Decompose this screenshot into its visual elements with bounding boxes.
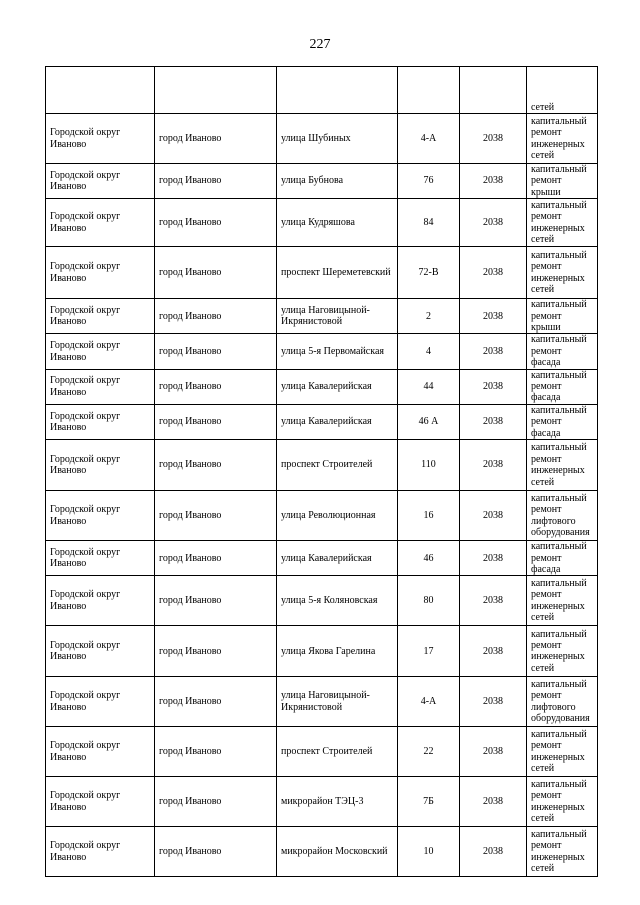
house-cell: 2 <box>398 299 460 334</box>
year-cell: 2038 <box>460 334 527 369</box>
work-type-cell: капитальный ремонт инженерных сетей <box>527 626 598 677</box>
year-cell: 2038 <box>460 491 527 541</box>
year-cell: 2038 <box>460 299 527 334</box>
table-row <box>46 491 598 541</box>
city-cell: город Иваново <box>155 334 277 369</box>
house-cell <box>398 67 460 114</box>
work-type-cell: капитальный ремонт фасада <box>527 541 598 576</box>
street-cell: улица Кавалерийская <box>277 541 398 576</box>
year-cell: 2038 <box>460 369 527 404</box>
street-cell: улица Кавалерийская <box>277 369 398 404</box>
street-cell: улица Шубиных <box>277 114 398 164</box>
city-cell: город Иваново <box>155 576 277 626</box>
work-type-cell: капитальный ремонт инженерных сетей <box>527 777 598 827</box>
house-cell: 80 <box>398 576 460 626</box>
district-cell: Городской округ Иваново <box>46 114 155 164</box>
city-cell: город Иваново <box>155 164 277 199</box>
street-cell: улица 5-я Первомайская <box>277 334 398 369</box>
table-row <box>46 576 598 626</box>
district-cell: Городской округ Иваново <box>46 164 155 199</box>
house-cell: 72-В <box>398 247 460 299</box>
work-type-cell: капитальный ремонт лифтового оборудования <box>527 677 598 727</box>
year-cell: 2038 <box>460 777 527 827</box>
street-cell: улица Наговицыной-Икрянистовой <box>277 677 398 727</box>
work-type-cell: капитальный ремонт фасада <box>527 369 598 404</box>
work-type-cell: капитальный ремонт крыши <box>527 164 598 199</box>
street-cell: улица Кудряшова <box>277 199 398 247</box>
city-cell: город Иваново <box>155 404 277 439</box>
street-cell: улица Якова Гарелина <box>277 626 398 677</box>
city-cell: город Иваново <box>155 440 277 491</box>
district-cell: Городской округ Иваново <box>46 334 155 369</box>
table-row <box>46 247 598 299</box>
work-type-cell: сетей <box>527 67 598 114</box>
district-cell: Городской округ Иваново <box>46 440 155 491</box>
house-cell: 10 <box>398 827 460 877</box>
year-cell: 2038 <box>460 199 527 247</box>
work-type-cell: капитальный ремонт инженерных сетей <box>527 727 598 777</box>
table-row <box>46 404 598 439</box>
year-cell: 2038 <box>460 677 527 727</box>
city-cell: город Иваново <box>155 299 277 334</box>
street-cell: микрорайон Московский <box>277 827 398 877</box>
district-cell: Городской округ Иваново <box>46 777 155 827</box>
house-cell: 4-А <box>398 677 460 727</box>
house-cell: 17 <box>398 626 460 677</box>
work-type-cell: капитальный ремонт фасада <box>527 334 598 369</box>
street-cell: улица Наговицыной-Икрянистовой <box>277 299 398 334</box>
city-cell: город Иваново <box>155 827 277 877</box>
work-type-cell: капитальный ремонт крыши <box>527 299 598 334</box>
district-cell: Городской округ Иваново <box>46 247 155 299</box>
house-cell: 76 <box>398 164 460 199</box>
city-cell: город Иваново <box>155 727 277 777</box>
house-cell: 84 <box>398 199 460 247</box>
district-cell: Городской округ Иваново <box>46 199 155 247</box>
street-cell: проспект Строителей <box>277 727 398 777</box>
city-cell: город Иваново <box>155 626 277 677</box>
city-cell <box>155 67 277 114</box>
year-cell: 2038 <box>460 404 527 439</box>
city-cell: город Иваново <box>155 199 277 247</box>
year-cell: 2038 <box>460 727 527 777</box>
work-type-cell: капитальный ремонт инженерных сетей <box>527 114 598 164</box>
table-row <box>46 827 598 877</box>
city-cell: город Иваново <box>155 677 277 727</box>
house-cell: 4-А <box>398 114 460 164</box>
table-row <box>46 440 598 491</box>
work-type-cell: капитальный ремонт инженерных сетей <box>527 576 598 626</box>
district-cell: Городской округ Иваново <box>46 827 155 877</box>
table-row <box>46 334 598 369</box>
house-cell: 7Б <box>398 777 460 827</box>
street-cell: улица 5-я Коляновская <box>277 576 398 626</box>
year-cell: 2038 <box>460 541 527 576</box>
table-row <box>46 541 598 576</box>
work-type-cell: капитальный ремонт фасада <box>527 404 598 439</box>
year-cell: 2038 <box>460 576 527 626</box>
house-cell: 110 <box>398 440 460 491</box>
city-cell: город Иваново <box>155 491 277 541</box>
table-row <box>46 626 598 677</box>
street-cell: микрорайон ТЭЦ-3 <box>277 777 398 827</box>
work-type-cell: капитальный ремонт инженерных сетей <box>527 440 598 491</box>
year-cell <box>460 67 527 114</box>
page-number: 227 <box>309 37 331 52</box>
city-cell: город Иваново <box>155 777 277 827</box>
street-cell: проспект Шереметевский <box>277 247 398 299</box>
year-cell: 2038 <box>460 626 527 677</box>
year-cell: 2038 <box>460 247 527 299</box>
table-row <box>46 677 598 727</box>
table-row <box>46 369 598 404</box>
district-cell: Городской округ Иваново <box>46 576 155 626</box>
table-row <box>46 727 598 777</box>
city-cell: город Иваново <box>155 247 277 299</box>
house-cell: 44 <box>398 369 460 404</box>
house-cell: 16 <box>398 491 460 541</box>
year-cell: 2038 <box>460 114 527 164</box>
repair-schedule-table <box>45 66 598 877</box>
work-type-cell: капитальный ремонт инженерных сетей <box>527 827 598 877</box>
table-row <box>46 299 598 334</box>
district-cell: Городской округ Иваново <box>46 299 155 334</box>
district-cell: Городской округ Иваново <box>46 626 155 677</box>
year-cell: 2038 <box>460 827 527 877</box>
district-cell: Городской округ Иваново <box>46 369 155 404</box>
work-type-cell: капитальный ремонт инженерных сетей <box>527 247 598 299</box>
street-cell: улица Революционная <box>277 491 398 541</box>
street-cell: улица Бубнова <box>277 164 398 199</box>
year-cell: 2038 <box>460 440 527 491</box>
house-cell: 4 <box>398 334 460 369</box>
street-cell <box>277 67 398 114</box>
house-cell: 46 <box>398 541 460 576</box>
district-cell <box>46 67 155 114</box>
district-cell: Городской округ Иваново <box>46 677 155 727</box>
city-cell: город Иваново <box>155 114 277 164</box>
street-cell: проспект Строителей <box>277 440 398 491</box>
table-row <box>46 199 598 247</box>
district-cell: Городской округ Иваново <box>46 404 155 439</box>
house-cell: 22 <box>398 727 460 777</box>
table-row <box>46 777 598 827</box>
house-cell: 46 А <box>398 404 460 439</box>
table-row <box>46 164 598 199</box>
work-type-cell: капитальный ремонт инженерных сетей <box>527 199 598 247</box>
work-type-cell: капитальный ремонт лифтового оборудования <box>527 491 598 541</box>
district-cell: Городской округ Иваново <box>46 727 155 777</box>
city-cell: город Иваново <box>155 369 277 404</box>
city-cell: город Иваново <box>155 541 277 576</box>
year-cell: 2038 <box>460 164 527 199</box>
table-row <box>46 67 598 114</box>
district-cell: Городской округ Иваново <box>46 491 155 541</box>
street-cell: улица Кавалерийская <box>277 404 398 439</box>
district-cell: Городской округ Иваново <box>46 541 155 576</box>
table-row <box>46 114 598 164</box>
